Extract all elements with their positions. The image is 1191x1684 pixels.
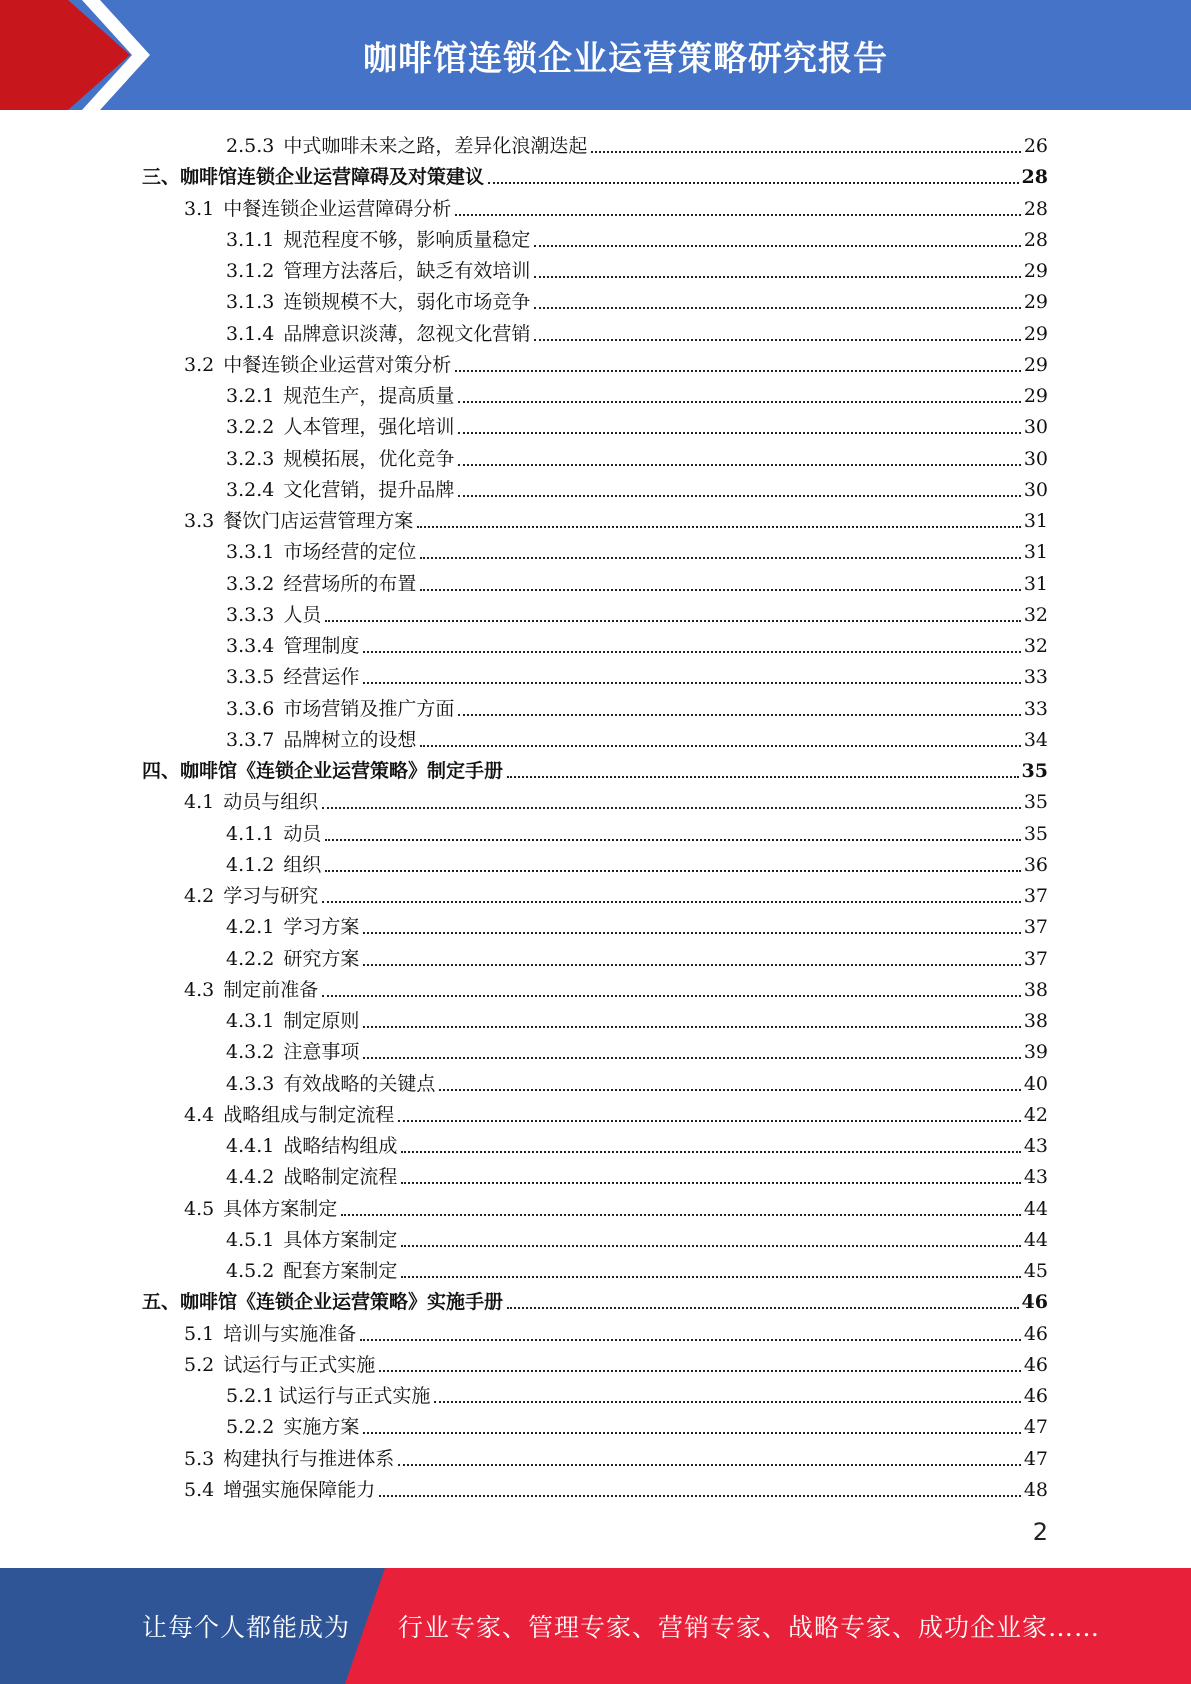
toc-entry-number: 3.1.2 xyxy=(226,260,275,282)
toc-entry-title: 中餐连锁企业运营对策分析 xyxy=(223,353,452,376)
toc-entry-page: 31 xyxy=(1023,510,1048,532)
toc-entry[interactable] xyxy=(226,596,1048,627)
toc-entry-page: 35 xyxy=(1023,822,1048,845)
toc-entry[interactable] xyxy=(226,1065,1048,1096)
toc-leader-dots xyxy=(455,213,1021,216)
toc-entry-page: 44 xyxy=(1023,1228,1048,1251)
toc-entry-number: 4.1.1 xyxy=(226,822,275,845)
toc-entry[interactable] xyxy=(226,283,1048,314)
toc-entry-title: 中式咖啡未来之路，差异化浪潮迭起 xyxy=(283,135,588,157)
toc-leader-dots xyxy=(363,1056,1020,1059)
toc-leader-dots xyxy=(455,369,1021,372)
toc-leader-dots xyxy=(417,525,1021,528)
toc-entry-number: 5.2.2 xyxy=(226,1416,275,1439)
toc-entry-page: 32 xyxy=(1023,603,1048,626)
toc-entry-number: 4.4 xyxy=(184,1103,215,1126)
toc-entry-title: 四、咖啡馆《连锁企业运营策略》制定手册 xyxy=(142,760,504,782)
footer-slogan-left: 让每个人都能成为 xyxy=(142,1613,351,1642)
toc-entry-page: 28 xyxy=(1021,166,1048,189)
toc-entry-page: 43 xyxy=(1023,1135,1048,1157)
toc-entry[interactable] xyxy=(142,158,1048,189)
toc-entry-page: 42 xyxy=(1023,1103,1048,1126)
toc-entry-number: 4.2 xyxy=(184,885,215,907)
toc-entry[interactable] xyxy=(226,815,1048,846)
toc-entry-number: 3.3.6 xyxy=(226,697,275,720)
toc-leader-dots xyxy=(488,181,1019,184)
toc-leader-dots xyxy=(341,1213,1021,1216)
toc-entry-title: 配套方案制定 xyxy=(283,1260,398,1282)
toc-entry-number: 3.3.2 xyxy=(226,572,275,595)
toc-entry-number: 3.3 xyxy=(184,510,215,532)
toc-leader-dots xyxy=(507,775,1019,778)
toc-entry-number: 3.2.1 xyxy=(226,385,275,407)
toc-entry-number: 5.4 xyxy=(184,1478,215,1501)
toc-entry[interactable] xyxy=(184,1190,1048,1221)
toc-entry-title: 有效战略的关键点 xyxy=(283,1072,436,1095)
toc-entry-page: 37 xyxy=(1023,947,1048,970)
toc-entry-title: 试运行与正式实施 xyxy=(223,1353,376,1376)
toc-entry-number: 4.3.1 xyxy=(226,1010,275,1032)
toc-entry-page: 30 xyxy=(1023,478,1048,501)
toc-entry-title: 实施方案 xyxy=(283,1416,360,1439)
toc-entry-title: 制定前准备 xyxy=(223,978,319,1001)
toc-entry-number: 3.2.4 xyxy=(226,478,275,501)
toc-entry-page: 28 xyxy=(1023,197,1048,220)
toc-entry-page: 46 xyxy=(1023,1353,1048,1376)
toc-entry-title: 战略结构组成 xyxy=(283,1135,398,1157)
toc-leader-dots xyxy=(439,1088,1020,1091)
toc-leader-dots xyxy=(401,1275,1020,1278)
toc-leader-dots xyxy=(363,1431,1020,1434)
toc-entry-title: 学习方案 xyxy=(283,916,360,939)
toc-leader-dots xyxy=(379,1494,1021,1497)
toc-entry-page: 31 xyxy=(1023,541,1048,564)
toc-entry[interactable] xyxy=(142,752,1048,783)
toc-entry-number: 3.2.3 xyxy=(226,447,275,470)
toc-entry-page: 30 xyxy=(1023,416,1048,439)
toc-entry-title: 餐饮门店运营管理方案 xyxy=(223,510,414,532)
toc-entry-page: 29 xyxy=(1023,353,1048,376)
toc-entry-page: 46 xyxy=(1023,1322,1048,1345)
toc-entry[interactable] xyxy=(184,1315,1048,1346)
toc-entry-title: 管理制度 xyxy=(283,635,360,657)
toc-leader-dots xyxy=(458,494,1020,497)
toc-entry[interactable] xyxy=(226,565,1048,596)
toc-entry[interactable] xyxy=(226,440,1048,471)
toc-entry-title: 研究方案 xyxy=(283,947,360,970)
toc-entry-title: 动员与组织 xyxy=(223,791,319,814)
toc-leader-dots xyxy=(325,838,1020,841)
toc-entry[interactable] xyxy=(226,471,1048,502)
toc-entry-number: 4.4.1 xyxy=(226,1135,275,1157)
toc-entry-title: 中餐连锁企业运营障碍分析 xyxy=(223,197,452,220)
toc-leader-dots xyxy=(398,1463,1021,1466)
toc-leader-dots xyxy=(322,994,1021,997)
toc-leader-dots xyxy=(325,869,1020,872)
toc-entry[interactable] xyxy=(226,377,1048,408)
toc-entry-title: 增强实施保障能力 xyxy=(223,1478,376,1501)
toc-leader-dots xyxy=(398,1119,1021,1122)
toc-entry-title: 学习与研究 xyxy=(223,885,319,907)
toc-entry-page: 46 xyxy=(1023,1385,1048,1407)
toc-leader-dots xyxy=(322,900,1021,903)
toc-entry-title: 构建执行与推进体系 xyxy=(223,1447,395,1470)
toc-entry-title: 市场经营的定位 xyxy=(283,541,417,564)
toc-entry-title: 具体方案制定 xyxy=(223,1197,338,1220)
toc-entry[interactable] xyxy=(142,1283,1048,1314)
toc-entry-page: 47 xyxy=(1023,1416,1048,1439)
toc-entry[interactable] xyxy=(226,1127,1048,1158)
report-title: 咖啡馆连锁企业运营策略研究报告 xyxy=(363,38,888,79)
toc-entry-number: 5.2 xyxy=(184,1353,215,1376)
toc-leader-dots xyxy=(401,1244,1020,1247)
toc-entry-page: 30 xyxy=(1023,447,1048,470)
toc-leader-dots xyxy=(534,306,1020,309)
toc-entry-number: 3.1.4 xyxy=(226,322,275,345)
toc-entry[interactable] xyxy=(184,346,1048,377)
toc-entry-number: 2.5.3 xyxy=(226,135,275,157)
toc-entry-page: 37 xyxy=(1023,916,1048,939)
toc-entry[interactable] xyxy=(226,1221,1048,1252)
toc-entry-page: 26 xyxy=(1023,135,1048,157)
toc-entry[interactable] xyxy=(226,627,1048,658)
toc-entry[interactable] xyxy=(184,190,1048,221)
toc-entry[interactable] xyxy=(226,846,1048,877)
toc-entry-page: 44 xyxy=(1023,1197,1048,1220)
toc-leader-dots xyxy=(434,1400,1020,1403)
toc-entry-page: 45 xyxy=(1023,1260,1048,1282)
toc-entry-title: 市场营销及推广方面 xyxy=(283,697,455,720)
toc-entry-number: 5.2.1 xyxy=(226,1385,275,1407)
toc-entry-title: 五、咖啡馆《连锁企业运营策略》实施手册 xyxy=(142,1291,504,1314)
toc-entry-number: 4.5.2 xyxy=(226,1260,275,1282)
toc-entry-title: 人员 xyxy=(283,603,322,626)
toc-entry-page: 35 xyxy=(1021,760,1048,782)
toc-leader-dots xyxy=(534,338,1020,341)
toc-entry-title: 规范程度不够，影响质量稳定 xyxy=(283,228,531,251)
page-footer xyxy=(0,1568,1191,1684)
toc-entry-page: 39 xyxy=(1023,1041,1048,1064)
toc-entry-title: 连锁规模不大，弱化市场竞争 xyxy=(283,291,531,314)
toc-entry-number: 3.1 xyxy=(184,197,215,220)
toc-entry-title: 文化营销，提升品牌 xyxy=(283,478,455,501)
toc-entry-title: 动员 xyxy=(283,822,322,845)
toc-entry[interactable] xyxy=(226,408,1048,439)
toc-entry-number: 3.3.7 xyxy=(226,728,275,751)
toc-entry-page: 43 xyxy=(1023,1166,1048,1189)
toc-entry-number: 5.3 xyxy=(184,1447,215,1470)
toc-entry-number: 3.2.2 xyxy=(226,416,275,439)
toc-leader-dots xyxy=(458,431,1020,434)
toc-entry[interactable] xyxy=(226,721,1048,752)
toc-entry-number: 4.1 xyxy=(184,791,215,814)
toc-entry[interactable] xyxy=(184,971,1048,1002)
toc-entry-page: 47 xyxy=(1023,1447,1048,1470)
toc-entry-page: 29 xyxy=(1023,322,1048,345)
toc-entry-number: 3.3.3 xyxy=(226,603,275,626)
toc-entry[interactable] xyxy=(226,533,1048,564)
toc-entry[interactable] xyxy=(226,1158,1048,1189)
toc-leader-dots xyxy=(363,963,1020,966)
toc-leader-dots xyxy=(458,463,1020,466)
toc-entry-page: 31 xyxy=(1023,572,1048,595)
toc-leader-dots xyxy=(363,681,1020,684)
toc-entry[interactable] xyxy=(184,783,1048,814)
toc-leader-dots xyxy=(420,556,1020,559)
toc-entry[interactable] xyxy=(226,690,1048,721)
toc-entry-page: 29 xyxy=(1023,260,1048,282)
toc-entry[interactable] xyxy=(184,502,1048,533)
toc-leader-dots xyxy=(420,588,1020,591)
page-header xyxy=(0,0,1191,110)
toc-entry-page: 33 xyxy=(1023,697,1048,720)
toc-entry-number: 3.2 xyxy=(184,353,215,376)
toc-entry-title: 经营运作 xyxy=(283,666,360,689)
toc-leader-dots xyxy=(379,1369,1021,1372)
toc-entry-page: 40 xyxy=(1023,1072,1048,1095)
toc-entry-title: 品牌意识淡薄，忽视文化营销 xyxy=(283,322,531,345)
toc-entry[interactable] xyxy=(226,127,1048,158)
toc-entry[interactable] xyxy=(184,1096,1048,1127)
toc-entry-title: 试运行与正式实施 xyxy=(278,1385,431,1407)
toc-leader-dots xyxy=(325,619,1020,622)
toc-entry-page: 33 xyxy=(1023,666,1048,689)
toc-entry-number: 4.2.2 xyxy=(226,947,275,970)
toc-entry-number: 3.3.4 xyxy=(226,635,275,657)
toc-leader-dots xyxy=(534,244,1020,247)
toc-entry-title: 战略组成与制定流程 xyxy=(223,1103,395,1126)
toc-entry-page: 28 xyxy=(1023,228,1048,251)
toc-entry-number: 4.3.2 xyxy=(226,1041,275,1064)
toc-entry-page: 32 xyxy=(1023,635,1048,657)
toc-entry-number: 4.1.2 xyxy=(226,853,275,876)
toc-entry-page: 38 xyxy=(1023,978,1048,1001)
toc-entry[interactable] xyxy=(226,940,1048,971)
toc-entry-title: 制定原则 xyxy=(283,1010,360,1032)
toc-entry[interactable] xyxy=(226,658,1048,689)
toc-leader-dots xyxy=(401,1150,1020,1153)
toc-entry[interactable] xyxy=(184,1440,1048,1471)
toc-entry-number: 4.5.1 xyxy=(226,1228,275,1251)
toc-entry[interactable] xyxy=(226,315,1048,346)
toc-leader-dots xyxy=(363,650,1020,653)
toc-entry-title: 人本管理，强化培训 xyxy=(283,416,455,439)
toc-entry[interactable] xyxy=(226,1033,1048,1064)
toc-entry[interactable] xyxy=(226,1408,1048,1439)
toc-entry-page: 46 xyxy=(1021,1291,1048,1314)
toc-entry-page: 38 xyxy=(1023,1010,1048,1032)
toc-entry-title: 具体方案制定 xyxy=(283,1228,398,1251)
toc-entry[interactable] xyxy=(184,1471,1048,1502)
toc-leader-dots xyxy=(591,150,1020,153)
toc-entry[interactable] xyxy=(226,252,1048,283)
toc-entry-number: 3.1.3 xyxy=(226,291,275,314)
toc-entry-number: 4.3.3 xyxy=(226,1072,275,1095)
toc-entry-number: 3.1.1 xyxy=(226,228,275,251)
toc-entry-title: 经营场所的布置 xyxy=(283,572,417,595)
toc-entry-page: 37 xyxy=(1023,885,1048,907)
toc-entry-page: 36 xyxy=(1023,853,1048,876)
toc-entry-number: 4.4.2 xyxy=(226,1166,275,1189)
toc-entry-page: 29 xyxy=(1023,291,1048,314)
toc-entry[interactable] xyxy=(184,1346,1048,1377)
toc-entry-title: 培训与实施准备 xyxy=(223,1322,357,1345)
toc-leader-dots xyxy=(458,713,1020,716)
toc-leader-dots xyxy=(401,1181,1020,1184)
toc-entry-title: 组织 xyxy=(283,853,322,876)
toc-entry-number: 4.2.1 xyxy=(226,916,275,939)
footer-slogan-right: 行业专家、管理专家、营销专家、战略专家、成功企业家…… xyxy=(398,1613,1101,1642)
toc-entry-title: 三、咖啡馆连锁企业运营障碍及对策建议 xyxy=(142,166,485,189)
toc-entry-title: 规范生产，提高质量 xyxy=(283,385,455,407)
toc-leader-dots xyxy=(534,275,1020,278)
toc-leader-dots xyxy=(363,1025,1020,1028)
toc-entry[interactable] xyxy=(226,1377,1048,1408)
toc-entry[interactable] xyxy=(226,1252,1048,1283)
toc-entry[interactable] xyxy=(226,908,1048,939)
toc-entry-title: 注意事项 xyxy=(283,1041,360,1064)
toc-leader-dots xyxy=(458,400,1020,403)
toc-entry-title: 品牌树立的设想 xyxy=(283,728,417,751)
toc-entry-number: 5.1 xyxy=(184,1322,215,1345)
toc-entry-title: 战略制定流程 xyxy=(283,1166,398,1189)
toc-leader-dots xyxy=(420,744,1020,747)
toc-entry-title: 规模拓展，优化竞争 xyxy=(283,447,455,470)
toc-entry-page: 29 xyxy=(1023,385,1048,407)
toc-entry[interactable] xyxy=(184,877,1048,908)
toc-leader-dots xyxy=(363,931,1020,934)
toc-leader-dots xyxy=(322,806,1021,809)
toc-entry-title: 管理方法落后，缺乏有效培训 xyxy=(283,260,531,282)
toc-leader-dots xyxy=(507,1306,1019,1309)
toc-entry-number: 3.3.5 xyxy=(226,666,275,689)
toc-entry-number: 3.3.1 xyxy=(226,541,275,564)
toc-entry[interactable] xyxy=(226,1002,1048,1033)
page-number: 2 xyxy=(1032,1518,1048,1546)
toc-entry-number: 4.5 xyxy=(184,1197,215,1220)
toc-leader-dots xyxy=(360,1338,1021,1341)
toc-entry-number: 4.3 xyxy=(184,978,215,1001)
toc-entry-page: 34 xyxy=(1023,728,1048,751)
toc-entry-page: 48 xyxy=(1023,1478,1048,1501)
toc-entry-page: 35 xyxy=(1023,791,1048,814)
toc-entry[interactable] xyxy=(226,221,1048,252)
